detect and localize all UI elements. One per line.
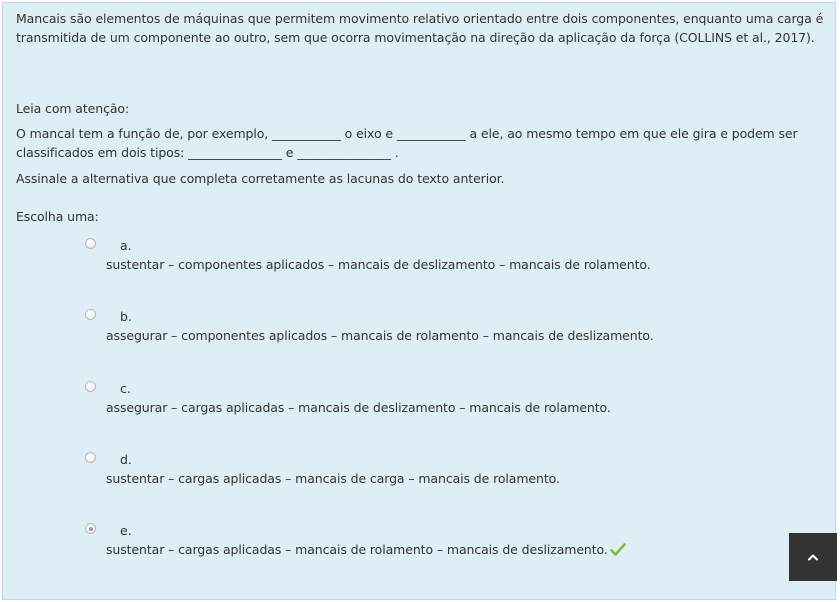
- option-e-text: sustentar – cargas aplicadas – mancais de rolamento – mancais de deslizamento.: [106, 542, 608, 557]
- statement-part-4: e: [281, 145, 298, 160]
- question-panel: [2, 2, 836, 600]
- option-a-letter: a.: [120, 238, 132, 253]
- option-e-line[interactable]: [106, 542, 626, 558]
- statement-part-1: O mancal tem a função de, por exemplo,: [16, 126, 273, 141]
- blank-3: _______________: [188, 145, 282, 160]
- option-d-letter: d.: [120, 452, 132, 467]
- blank-2: ___________: [396, 126, 466, 141]
- option-d-radio[interactable]: [85, 452, 96, 463]
- chevron-up-icon: [807, 553, 819, 561]
- statement-part-2: o eixo e: [340, 126, 397, 141]
- scroll-to-top-button[interactable]: [789, 533, 837, 581]
- question-intro: Mancais são elementos de máquinas que permitem movimento relativo orientado entre dois componentes, enquanto uma carga é transmitida de um componente ao outro, sem que ocorra movimentação na direção da aplicação da força (COLLINS et al., 2017).: [16, 11, 824, 45]
- option-d-text[interactable]: sustentar – cargas aplicadas – mancais de carga – mancais de rolamento.: [106, 471, 560, 486]
- option-b-radio[interactable]: [85, 309, 96, 320]
- option-a-radio[interactable]: [85, 238, 96, 249]
- option-e-letter: e.: [120, 523, 132, 538]
- choose-one-label: Escolha uma:: [16, 209, 99, 224]
- option-c-letter: c.: [120, 381, 131, 396]
- option-b-letter: b.: [120, 309, 132, 324]
- blank-4: _______________: [297, 145, 391, 160]
- check-icon: [610, 543, 626, 557]
- statement-part-5: .: [390, 145, 399, 160]
- option-c-radio[interactable]: [85, 381, 96, 392]
- question-statement: [16, 124, 828, 162]
- option-a-text[interactable]: sustentar – componentes aplicados – mancais de deslizamento – mancais de rolamento.: [106, 257, 651, 272]
- blank-1: ___________: [272, 126, 341, 141]
- option-b-text[interactable]: assegurar – componentes aplicados – mancais de rolamento – mancais de deslizamento.: [106, 328, 654, 343]
- instruction-complete: Assinale a alternativa que completa corretamente as lacunas do texto anterior.: [16, 171, 505, 186]
- option-e-radio[interactable]: [85, 523, 96, 534]
- statement-part-3: a ele, ao mesmo tempo em que ele gira e podem ser classificados em dois tipos:: [16, 126, 798, 160]
- option-c-text[interactable]: assegurar – cargas aplicadas – mancais de deslizamento – mancais de rolamento.: [106, 400, 611, 415]
- instruction-read: Leia com atenção:: [16, 101, 130, 116]
